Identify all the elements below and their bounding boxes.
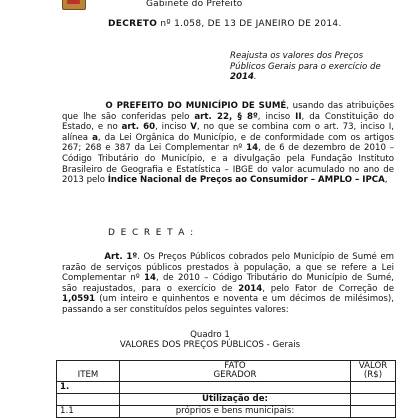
article-ref: 14 xyxy=(144,273,156,284)
table-caption-title: VALORES DOS PREÇOS PÚBLICOS - Gerais xyxy=(119,340,301,350)
row-item xyxy=(57,394,120,406)
row-valor xyxy=(351,406,396,418)
table-header-row xyxy=(57,361,396,382)
municipal-coat-of-arms-icon xyxy=(62,0,86,10)
preamble-authority: O PREFEITO DO MUNICÍPIO DE SUMÉ xyxy=(105,101,287,111)
article-text: . Os Preços Públicos cobrados pelo Município de Sumé em razão de serviços públicos prestados à população, a que se refere a Lei Complementar nº xyxy=(62,252,394,284)
preamble-ref: a xyxy=(92,132,98,143)
summary-text: Reajusta os valores dos Preços Públicos Gerais para o exercício de xyxy=(230,51,381,72)
header-fato-gerador: FATO GERADOR xyxy=(120,361,351,382)
preamble-text: , inciso xyxy=(155,122,191,133)
table-row xyxy=(57,382,396,394)
summary-year: 2014 xyxy=(230,72,254,83)
table-caption-number: Quadro 1 xyxy=(190,330,230,340)
preamble-ref: art. 60 xyxy=(121,122,156,133)
table-row xyxy=(57,394,396,406)
row-item: 1.1 xyxy=(57,406,120,418)
preamble-ref: II xyxy=(295,111,302,122)
row-fato xyxy=(120,382,351,394)
correction-factor: 1,0591 xyxy=(62,294,96,305)
row-valor xyxy=(351,394,396,406)
row-item: 1. xyxy=(57,382,120,394)
article-1-label: Art. 1º xyxy=(104,252,138,262)
row-fato: Utilização de: xyxy=(120,394,351,406)
decree-number: nº 1.058, DE 13 DE JANEIRO DE 2014. xyxy=(160,19,342,29)
row-valor xyxy=(351,382,396,394)
article-1-paragraph xyxy=(62,252,394,316)
decreta-heading: D E C R E T A : xyxy=(108,228,195,238)
preamble-text: , da Constituição do Estado, e no xyxy=(62,111,394,133)
article-text: (um inteiro e quinhentos e noventa e um décimos de milésimos), passando a ser constituídos pelos seguintes valores: xyxy=(62,294,394,315)
summary-end: . xyxy=(253,72,257,83)
preamble-text: , xyxy=(384,175,388,186)
office-name: Gabinete do Prefeito xyxy=(146,0,243,9)
preamble-text: , de 6 de dezembro de 2010 – Código Tributário do Município, e a divulgação pela Fundação Instituto Brasileiro de Geografia e Estatística – IBGE do valor acumulado no ano de 2013 pelo xyxy=(62,143,394,186)
decree-label: DECRETO xyxy=(108,19,158,29)
article-year: 2014 xyxy=(238,283,263,294)
header-item: ITEM xyxy=(57,361,120,382)
preamble-index: Índice Nacional de Preços ao Consumidor – AMPLO – IPCA xyxy=(107,175,385,186)
preamble-ref: art. 22, § 8º xyxy=(194,111,258,122)
decree-summary xyxy=(230,51,390,83)
table-row xyxy=(57,406,396,418)
price-table xyxy=(56,360,396,418)
letterhead xyxy=(0,0,420,8)
preamble-text: , da Lei Orgânica do Município, e de conformidade com os artigos 267; 268 e 387 da Lei Complementar nº xyxy=(62,132,394,154)
header-valor: VALOR (R$) xyxy=(351,361,396,382)
article-text: , de 2010 – Código Tributário do Município de Sumé, são reajustados, para o exercício de xyxy=(62,273,394,294)
preamble-text: , inciso xyxy=(257,111,296,122)
preamble-text: , usando das atribuições que lhe são conferidas pelo xyxy=(62,101,395,122)
preamble-ref: 14 xyxy=(246,143,259,154)
preamble-paragraph xyxy=(62,101,394,186)
preamble-text: , no que se combina com o art. 73, inciso I, alínea xyxy=(62,122,394,143)
row-fato: próprios e bens municipais: xyxy=(120,406,351,418)
preamble-ref: V xyxy=(190,122,197,133)
article-text: , pelo Fator de Correção de xyxy=(262,283,394,294)
decree-title xyxy=(108,19,342,29)
